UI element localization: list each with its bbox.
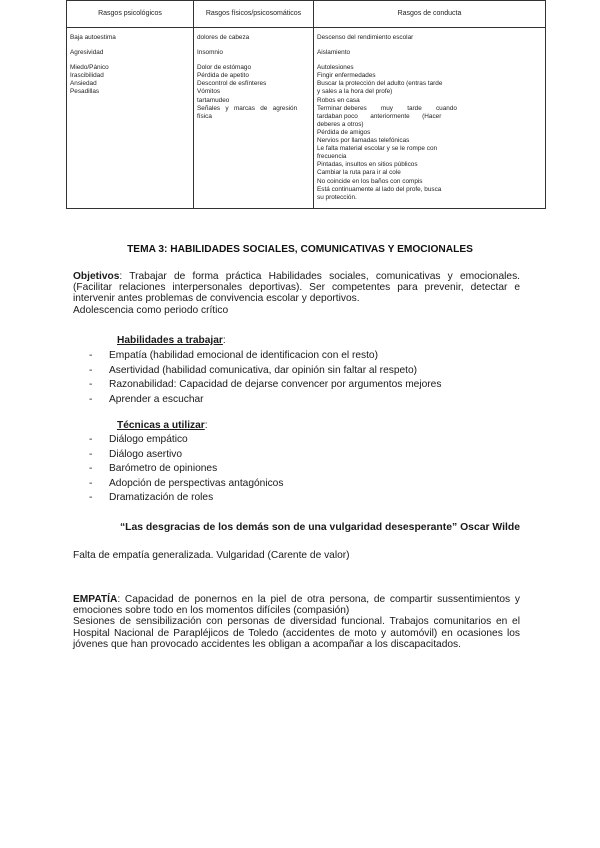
cell-line [197,42,310,49]
header-fisicos: Rasgos físicos/psicosomáticos [194,1,314,28]
list-item: - Aprender a escuchar [89,393,441,408]
cell-line: Agresividad [70,49,104,57]
objetivos-text: : Trabajar de forma práctica Habilidades sociales, comunicativas y emocionales. [119,271,520,282]
cell-line: Pesadillas [70,88,100,96]
cell-line: Pérdida de amigos [317,128,371,136]
header-conducta: Rasgos de conducta [314,1,546,28]
empatia-text: : Capacidad de ponernos en la piel de otra persona, de compartir sussentimientos y [117,594,520,605]
col-psicologicos [67,28,194,209]
habilidades-heading-text: Habilidades a trabajar [117,335,223,346]
tecnicas-heading [117,420,208,431]
quote-author: Oscar Wilde [460,522,521,533]
tecnicas-heading-text: Técnicas a utilizar [117,420,205,431]
habilidades-heading [117,335,226,346]
cell-line: Dolor de estómago [197,64,251,72]
cell-line: tartamudeo [197,96,230,104]
cell-line: Autolesiones [317,64,354,72]
table-header-row [67,1,546,28]
list-item: - Razonabilidad: Capacidad de dejarse convencer por argumentos mejores [89,378,441,393]
cell-line: Descenso del rendimiento escolar [317,34,414,41]
list-item: - Diálogo empático [89,433,283,448]
tema-title: TEMA 3: HABILIDADES SOCIALES, COMUNICATIVAS Y EMOCIONALES [127,244,473,255]
cell-line [70,57,190,64]
habilidades-list [89,349,441,407]
table-row [67,28,546,209]
list-item: - Barómetro de opiniones [89,462,283,477]
objetivos-label: Objetivos [73,271,120,282]
tecnicas-list [89,433,283,506]
empatia-line [73,594,520,605]
tecnicas-colon: : [204,420,208,431]
cell-line: frecuencia [317,153,347,161]
list-item: - Dramatización de roles [89,491,283,506]
quote [0,522,600,533]
habilidades-colon: : [222,335,226,346]
cell-line: Nervios por llamadas telefónicas [317,137,410,145]
list-item: - Asertividad (habilidad comunicativa, dar opinión sin faltar al respeto) [89,364,441,379]
objetivos-last-line: Adolescencia como periodo crítico [73,304,229,316]
empatia-line: Sesiones de sensibilización con personas de diversidad funcional. Trabajos comunitarios en el [73,616,520,628]
cell-line: Baja autoestima [70,34,116,41]
list-item: - Diálogo asertivo [89,448,283,463]
cell-line: Pérdida de apetito [197,72,249,80]
cell-line [317,57,542,64]
header-psicologicos: Rasgos psicológicos [67,1,194,28]
empatia-line: jóvenes que han provocado accidentes les obligan a acompañar a los discapacitados. [73,638,461,650]
cell-line: y sales a la hora del profe) [317,88,393,96]
cell-line: Fingir enfermedades [317,72,376,80]
cell-line [197,57,310,64]
cell-line: Vómitos [197,88,221,96]
list-item: - Adopción de perspectivas antagónicos [89,477,283,492]
cell-line [317,42,542,49]
objetivos-line: intervenir antes problemas de convivencia escolar y deportivos. [73,293,360,305]
cell-line [70,42,190,49]
empatia-paragraph [73,594,520,650]
cell-line: Irascibilidad [70,72,104,80]
cell-line: Aislamiento [317,49,351,57]
empatia-line: emociones sobre todo en los momentos difíciles (compasión) [73,605,350,617]
cell-line: Descontrol de esfínteres [197,80,267,88]
cell-line: su protección. [317,193,357,201]
cell-line: Insomnio [197,49,223,57]
quote-text: “Las desgracias de los demás son de una vulgaridad desesperante” [119,522,458,533]
cell-line: Cambiar la ruta para ir al cole [317,169,401,177]
objetivos-line: (Facilitar relaciones interpersonales deportivas). Ser competentes para prevenir, detectar e [73,282,520,294]
empatia-label: EMPATÍA [73,594,118,605]
cell-line: Señales y marcas de agresión [197,104,298,112]
cell-line: deberes a otros) [317,120,364,128]
list-item: - Empatía (habilidad emocional de identificacion con el resto) [89,349,441,364]
empatia-line: Hospital Nacional de Parapléjicos de Toledo (accidentes de moto y automóvil) en ocasiones los [73,627,520,639]
cell-line: física [197,112,212,120]
cell-line: No coincide en los baños con compis [317,177,423,185]
cell-line: Buscar la protección del adulto (entras tarde [317,80,443,88]
objetivos-paragraph [73,271,520,316]
rasgos-table [66,0,546,209]
cell-line: Pintadas, insultos en sitios públicos [317,161,418,169]
objetivos-line [73,271,520,282]
cell-line: Ansiedad [70,80,97,88]
col-fisicos [194,28,314,209]
cell-line: Está continuamente al lado del profe, busca [317,185,442,193]
cell-line: Le falta material escolar y se le rompe con [317,145,438,153]
cell-line: dolores de cabeza [197,34,250,41]
cell-line: Terminar deberes muy tarde cuando [317,104,457,112]
col-conducta [314,28,546,209]
cell-line: tardaban poco anteriormente (Hacer [317,112,442,120]
cell-line: Robos en casa [317,96,360,104]
empatia-general: Falta de empatía generalizada. Vulgaridad (Carente de valor) [73,550,350,561]
cell-line: Miedo/Pánico [70,64,109,72]
